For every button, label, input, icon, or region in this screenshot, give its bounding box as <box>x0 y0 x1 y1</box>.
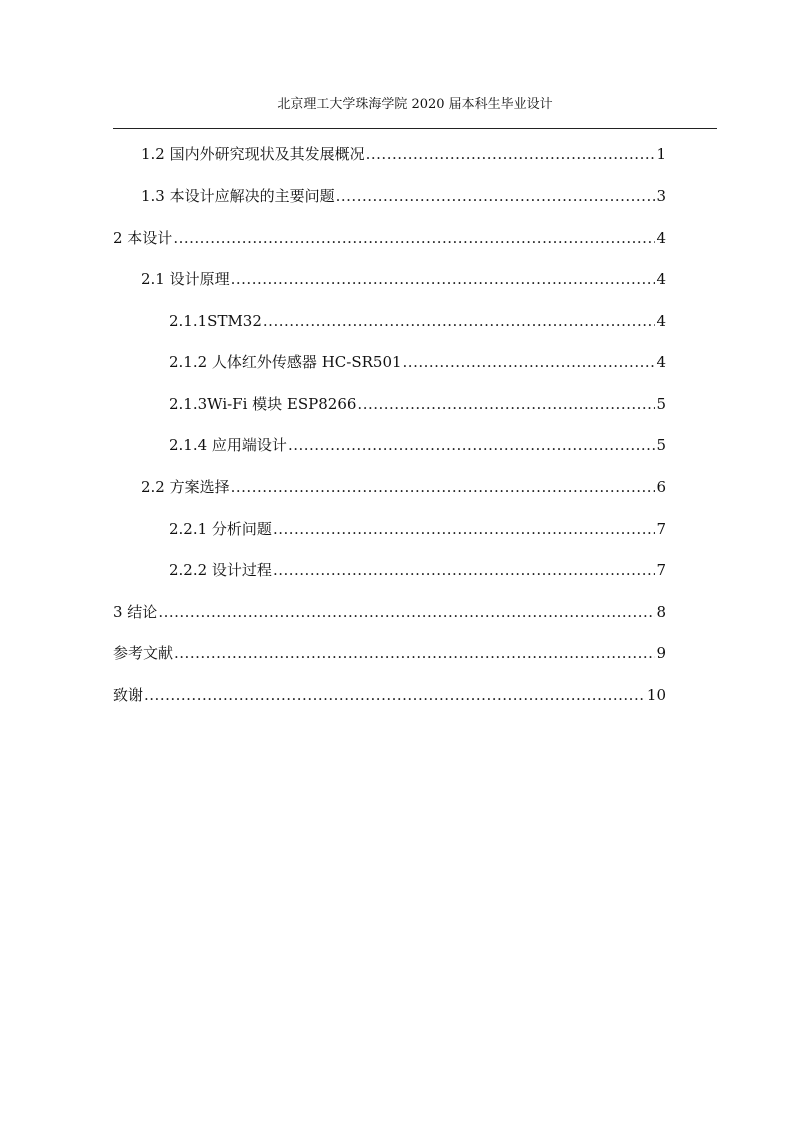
toc-dot-leader <box>263 309 656 333</box>
toc-entry-label: 致谢 <box>113 686 144 704</box>
toc-entry-label: 2 本设计 <box>113 229 173 247</box>
toc-entry-label: 2.1.4 应用端设计 <box>169 436 287 454</box>
toc-dot-leader <box>366 142 656 166</box>
toc-page-number: 1 <box>656 145 666 163</box>
toc-dot-leader <box>144 683 646 707</box>
toc-dot-leader <box>357 392 655 416</box>
toc-dot-leader <box>174 641 655 665</box>
toc-entry-label: 2.2.2 设计过程 <box>169 561 272 579</box>
toc-entry-1-2[interactable] <box>141 142 666 166</box>
toc-entry-3[interactable] <box>113 600 666 624</box>
toc-page-number: 4 <box>656 353 666 371</box>
header-rule <box>113 128 717 129</box>
toc-entry-2-1-4[interactable] <box>169 433 666 457</box>
toc-page-number: 6 <box>656 478 666 496</box>
toc-page-number: 10 <box>646 686 666 704</box>
toc-dot-leader <box>273 517 656 541</box>
toc-entry-label: 2.1 设计原理 <box>141 270 230 288</box>
toc-entry-2-1-1[interactable] <box>169 309 666 333</box>
toc-entry-label: 1.3 本设计应解决的主要问题 <box>141 187 335 205</box>
toc-page-number: 5 <box>656 395 666 413</box>
toc-entry-2-1-3[interactable] <box>169 392 666 416</box>
toc-page-number: 7 <box>656 561 666 579</box>
toc-entry-1-3[interactable] <box>141 184 666 208</box>
toc-entry-2[interactable] <box>113 226 666 250</box>
toc-dot-leader <box>158 600 655 624</box>
toc-page-number: 4 <box>656 270 666 288</box>
toc-entry-2-1[interactable] <box>141 267 666 291</box>
page-header: 北京理工大学珠海学院 2020 届本科生毕业设计 <box>277 97 553 112</box>
toc-entry-2-1-2[interactable] <box>169 350 666 374</box>
toc-dot-leader <box>336 184 656 208</box>
toc-page-number: 3 <box>656 187 666 205</box>
toc-entry-2-2[interactable] <box>141 475 666 499</box>
toc-page-number: 4 <box>656 229 666 247</box>
toc-entry-label: 2.2.1 分析问题 <box>169 520 272 538</box>
toc-dot-leader <box>403 350 656 374</box>
toc-page-number: 4 <box>656 312 666 330</box>
toc-dot-leader <box>288 433 656 457</box>
toc-entry-acknowledgements[interactable] <box>113 683 666 707</box>
toc-entry-label: 2.1.2 人体红外传感器 HC-SR501 <box>169 353 402 371</box>
toc-dot-leader <box>231 475 656 499</box>
toc-entry-label: 2.1.1STM32 <box>169 312 262 330</box>
toc-entry-label: 2.2 方案选择 <box>141 478 230 496</box>
toc-page-number: 7 <box>656 520 666 538</box>
toc-dot-leader <box>273 558 656 582</box>
toc-page-number: 5 <box>656 436 666 454</box>
toc-dot-leader <box>231 267 656 291</box>
toc-entry-label: 参考文献 <box>113 644 174 662</box>
toc-entry-label: 1.2 国内外研究现状及其发展概况 <box>141 145 365 163</box>
toc-page-number: 8 <box>656 603 666 621</box>
toc-entry-2-2-1[interactable] <box>169 517 666 541</box>
toc-dot-leader <box>173 226 655 250</box>
toc-entry-label: 3 结论 <box>113 603 158 621</box>
toc-entry-references[interactable] <box>113 641 666 665</box>
toc-entry-label: 2.1.3Wi-Fi 模块 ESP8266 <box>169 395 357 413</box>
toc-entry-2-2-2[interactable] <box>169 558 666 582</box>
toc-page-number: 9 <box>656 644 666 662</box>
